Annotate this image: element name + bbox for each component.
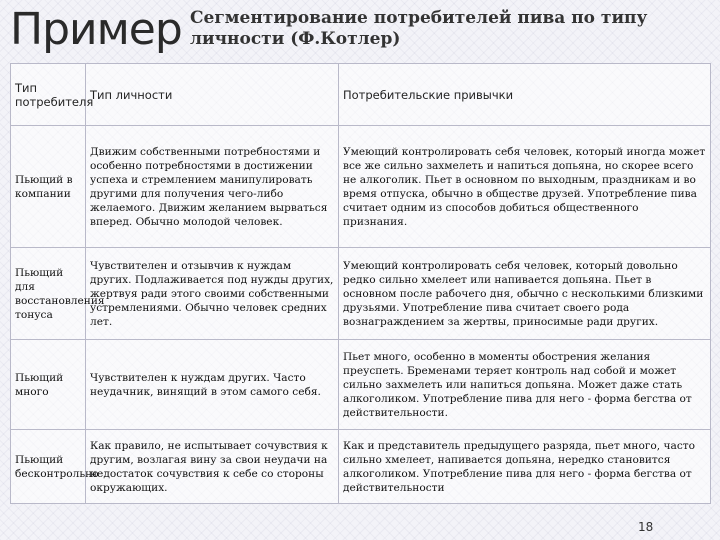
slide-title: Пример — [10, 4, 182, 55]
table-row — [11, 248, 711, 340]
header-consumer-habits: Потребительские привычки — [339, 64, 711, 126]
table-row — [11, 126, 711, 248]
consumer-type-cell: Пьющий много — [11, 340, 86, 430]
segmentation-table — [10, 63, 711, 504]
habits-cell: Как и представитель предыдущего разряда, пьет много, часто сильно хмелеет, напивается допьяна, нередко становится алкоголиком. Употребление пива для него - форма бегства от действительности — [339, 430, 711, 504]
habits-cell: Умеющий контролировать себя человек, который иногда может все же сильно захмелеть и напиться допьяна, но скорее всего не алкоголик. Пьет в основном по выходным, праздникам и во время отпуска, обычно в обществе друзей. Употребление пива считает одним из способов добиться общественного признания. — [339, 126, 711, 248]
personality-cell: Чувствителен и отзывчив к нуждам других. Подлаживается под нужды других, жертвуя ради этого своими собственными устремлениями. Обычно человек средних лет. — [86, 248, 339, 340]
personality-cell: Чувствителен к нуждам других. Часто неудачник, винящий в этом самого себя. — [86, 340, 339, 430]
personality-cell: Движим собственными потребностями и особенно потребностями в достижении успеха и стремлением манипулировать другими для получения чего-либо желаемого. Движим желанием вырваться вперед. Обычно молодой человек. — [86, 126, 339, 248]
consumer-type-cell: Пьющий бесконтрольно — [11, 430, 86, 504]
habits-cell: Умеющий контролировать себя человек, который довольно редко сильно хмелеет или напивается допьяна. Пьет в основном после рабочего дня, обычно с несколькими близкими друзьями. Употребление пива считает своего рода вознаграждением за жертвы, приносимые ради других. — [339, 248, 711, 340]
personality-cell: Как правило, не испытывает сочувствия к другим, возлагая вину за свои неудачи на недостаток сочувствия к себе со стороны окружающих. — [86, 430, 339, 504]
page-number: 18 — [638, 520, 654, 534]
header-consumer-type: Тип потребителя — [11, 64, 86, 126]
header-personality-type: Тип личности — [86, 64, 339, 126]
table-header-row — [11, 64, 711, 126]
habits-cell: Пьет много, особенно в моменты обострения желания преуспеть. Бременами теряет контроль над собой и может сильно захмелеть или напиться допьяна. Может даже стать алкоголиком. Употребление пива для него - форма бегства от действительности. — [339, 340, 711, 430]
consumer-type-cell: Пьющий для восстановления тонуса — [11, 248, 86, 340]
slide-subtitle: Сегментирование потребителей пива по типу личности (Ф.Котлер) — [190, 8, 648, 49]
consumer-type-cell: Пьющий в компании — [11, 126, 86, 248]
table-row — [11, 430, 711, 504]
table-row — [11, 340, 711, 430]
